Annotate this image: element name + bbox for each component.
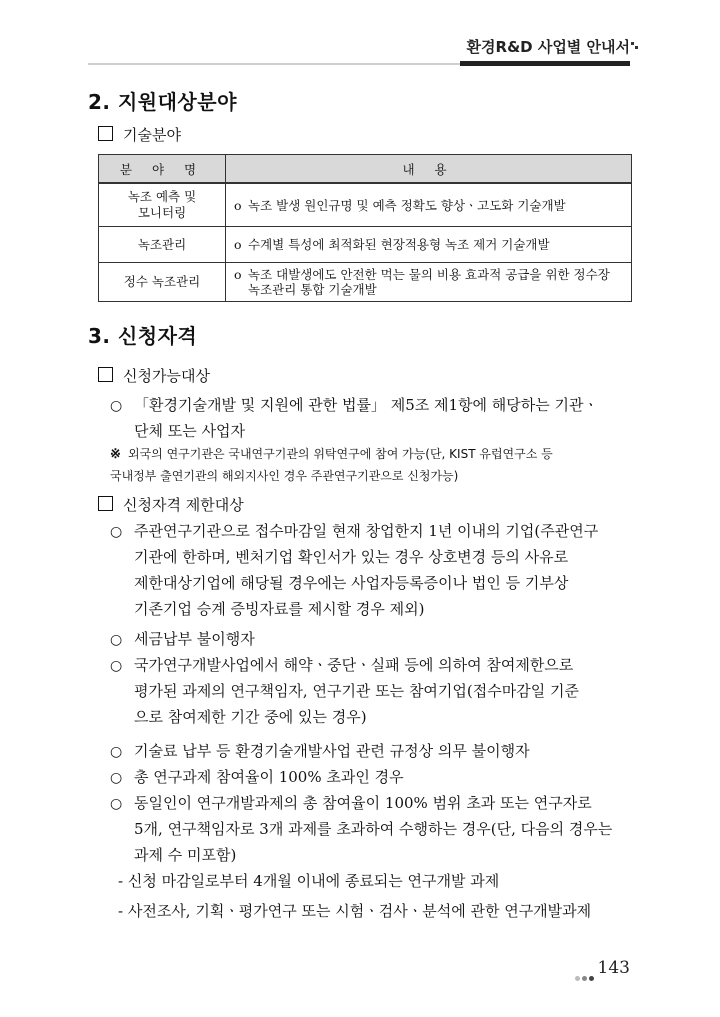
checkbox-square-icon [98, 126, 113, 141]
circle-bullet-icon: ○ [110, 632, 123, 648]
circle-bullet-icon: o [234, 197, 242, 213]
text-line: 평가된 과제의 연구책임자, 연구기관 또는 참여기업(접수마감일 기준 [134, 682, 579, 700]
field-desc: 수계별 특성에 최적화된 현장적용형 녹조 제거 기술개발 [248, 237, 550, 252]
restricted-item [134, 626, 255, 652]
text-line: 국가연구개발사업에서 해약ㆍ중단ㆍ실패 등에 의하여 참여제한으로 [134, 656, 574, 674]
checkbox-square-icon [98, 496, 113, 511]
text-line: 외국의 연구기관은 국내연구기관의 위탁연구에 참여 가능(단, KIST 유럽연구소 등 [128, 447, 553, 461]
field-name-cell [99, 263, 226, 302]
text-line: 주관연구기관으로 접수마감일 현재 창업한지 1년 이내의 기업(주관연구 [134, 522, 599, 540]
field-name: 녹조 예측 및 모니터링 [127, 189, 197, 220]
tech-field-table [98, 154, 632, 302]
text-line: 으로 참여제한 기간 중에 있는 경우) [134, 708, 367, 726]
restricted-item [134, 518, 598, 622]
circle-bullet-icon: o [234, 237, 242, 252]
circle-bullet-icon: ○ [110, 770, 123, 786]
subheading-tech-fields: 기술분야 [98, 124, 181, 145]
text-line: 기관에 한하며, 벤처기업 확인서가 있는 경우 상호변경 등의 사유로 [134, 548, 569, 566]
text-line: 총 연구과제 참여율이 100% 초과인 경우 [134, 768, 404, 786]
field-desc-cell [226, 263, 632, 302]
restricted-item [134, 790, 612, 868]
circle-bullet-icon: ○ [110, 796, 123, 812]
checkbox-square-icon [98, 367, 113, 382]
table-row [99, 183, 632, 227]
subheading-restricted: 신청자격 제한대상 [98, 494, 244, 515]
circle-bullet-icon: ○ [110, 744, 123, 760]
header-rule-accent [460, 61, 630, 66]
table-header-field-name: 분 야 명 [99, 155, 226, 184]
circle-bullet-icon: ○ [110, 524, 123, 540]
text-line: 「환경기술개발 및 지원에 관한 법률」 제5조 제1항에 해당하는 기관ㆍ [134, 396, 598, 414]
field-desc-cell [226, 227, 632, 263]
note-mark: ※ [110, 447, 121, 462]
page-number: 143 [597, 958, 630, 978]
field-name: 녹조관리 [137, 236, 187, 252]
field-name: 정수 녹조관리 [123, 274, 201, 289]
circle-bullet-icon: o [234, 267, 242, 282]
circle-bullet-icon: ○ [110, 658, 123, 674]
restricted-item [134, 764, 404, 790]
running-header-title: 환경R&D 사업별 안내서 [466, 38, 630, 56]
section-heading-support-fields: 2. 지원대상분야 [88, 90, 237, 114]
field-name-cell [99, 183, 226, 227]
sub-item: - 신청 마감일로부터 4개월 이내에 종료되는 연구개발 과제 [118, 872, 500, 890]
field-desc-cell [226, 183, 632, 227]
page-dots-icon [573, 966, 594, 985]
text-line: 동일인이 연구개발과제의 총 참여율이 100% 범위 초과 또는 연구자로 [134, 794, 592, 812]
text-line: 단체 또는 사업자 [134, 422, 245, 440]
restricted-item [134, 652, 579, 730]
text-line: 기술료 납부 등 환경기술개발사업 관련 규정상 의무 불이행자 [134, 742, 530, 760]
section-heading-eligibility: 3. 신청자격 [88, 324, 198, 348]
table-header-content: 내 용 [226, 155, 632, 184]
subheading-eligible: 신청가능대상 [98, 365, 210, 386]
header-corner-mark [631, 42, 638, 49]
restricted-item [134, 738, 530, 764]
text-line: 5개, 연구책임자로 3개 과제를 초과하여 수행하는 경우(단, 다음의 경우는 [134, 820, 613, 838]
field-desc: 녹조 대발생에도 안전한 먹는 물의 비용 효과적 공급을 위한 정수장 녹조관리 통합 기술개발 [248, 267, 610, 297]
field-name-cell [99, 227, 226, 263]
table-row [99, 263, 632, 302]
text-line: 기존기업 승계 증빙자료를 제시할 경우 제외) [134, 600, 425, 618]
text-line: 국내정부 출연기관의 해외지사인 경우 주관연구기관으로 신청가능) [110, 469, 459, 483]
eligible-item [134, 392, 598, 444]
eligible-note [110, 443, 553, 487]
circle-bullet-icon: ○ [110, 398, 123, 414]
text-line: 제한대상기업에 해당될 경우에는 사업자등록증이나 법인 등 기부상 [134, 574, 569, 592]
field-desc: 녹조 발생 원인규명 및 예측 정확도 향상ㆍ고도화 기술개발 [248, 197, 566, 213]
text-line: 과제 수 미포함) [134, 846, 237, 864]
sub-item: - 사전조사, 기획ㆍ평가연구 또는 시험ㆍ검사ㆍ분석에 관한 연구개발과제 [118, 902, 592, 920]
table-row [99, 227, 632, 263]
text-line: 세금납부 불이행자 [134, 630, 255, 648]
